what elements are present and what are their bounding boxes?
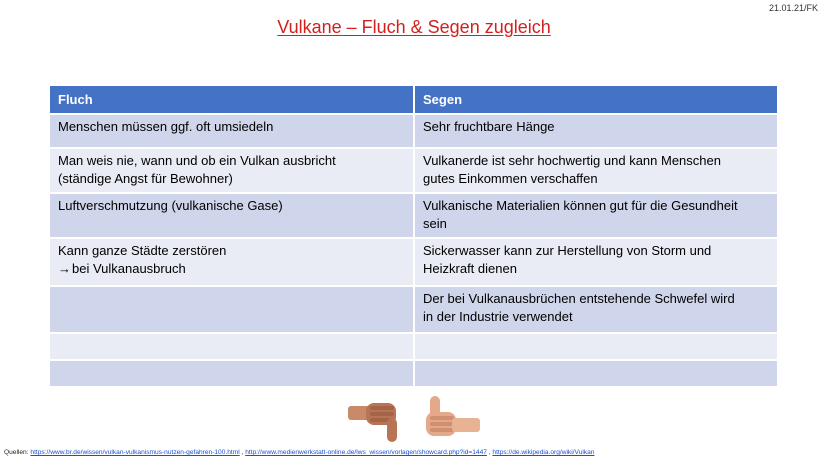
cell-text: (ständige Angst für Bewohner) [58, 171, 233, 186]
cell-text: Der bei Vulkanausbrüchen entstehende Schwefel wird [423, 291, 735, 306]
fluch-cell [50, 114, 414, 148]
fluch-cell [50, 286, 414, 333]
fluch-cell [50, 360, 414, 386]
segen-cell [414, 333, 778, 360]
thumbs-icons [346, 394, 482, 446]
table-header-row [50, 86, 778, 114]
sources-prefix: Quellen: [4, 449, 31, 456]
fluch-cell [50, 238, 414, 286]
cell-text: Sickerwasser kann zur Herstellung von Storm und [423, 243, 712, 258]
segen-cell [414, 193, 778, 238]
cell-text: sein [423, 216, 447, 231]
separator: , [239, 449, 246, 456]
column-header-fluch: Fluch [50, 86, 414, 114]
cell-text: Vulkanerde ist sehr hochwertig und kann Menschen [423, 153, 721, 168]
fluch-cell [50, 193, 414, 238]
segen-cell [414, 148, 778, 193]
source-link-medienwerkstatt[interactable]: http://www.medienwerkstatt-online.de/lws_wissen/vorlagen/showcard.php?id=1447 [245, 449, 487, 456]
cell-text: gutes Einkommen verschaffen [423, 171, 598, 186]
cell-text: Heizkraft dienen [423, 261, 517, 276]
fluch-segen-table [50, 86, 779, 386]
segen-cell [414, 286, 778, 333]
source-link-wikipedia[interactable]: https://de.wikipedia.org/wiki/Vulkan [492, 449, 595, 456]
right-arrow-icon: → [58, 261, 71, 276]
column-header-segen: Segen [414, 86, 778, 114]
cell-text-with-arrow [58, 260, 405, 278]
separator: , [486, 449, 493, 456]
table-row [50, 286, 778, 333]
thumbs-up-icon [426, 396, 480, 436]
table-row [50, 114, 778, 148]
segen-cell [414, 360, 778, 386]
cell-text: in der Industrie verwendet [423, 309, 573, 324]
page-title: Vulkane – Fluch & Segen zugleich [277, 17, 551, 37]
fluch-cell [50, 333, 414, 360]
table-row [50, 238, 778, 286]
cell-text: Luftverschmutzung (vulkanische Gase) [58, 198, 283, 213]
cell-text: Kann ganze Städte zerstören [58, 243, 227, 258]
cell-text: Man weis nie, wann und ob ein Vulkan ausbricht [58, 153, 336, 168]
segen-cell [414, 114, 778, 148]
date-label: 21.01.21/FK [768, 3, 818, 13]
cell-text: bei Vulkanausbruch [72, 261, 186, 276]
cell-text: Sehr fruchtbare Hänge [423, 119, 555, 134]
cell-text: Vulkanische Materialien können gut für die Gesundheit [423, 198, 738, 213]
sources-footer [4, 449, 594, 456]
segen-cell [414, 238, 778, 286]
table-row [50, 193, 778, 238]
table-row [50, 148, 778, 193]
source-link-br[interactable]: https://www.br.de/wissen/vulkan-vulkanismus-nutzen-gefahren-100.html [30, 449, 240, 456]
table-row [50, 360, 778, 386]
cell-text: Menschen müssen ggf. oft umsiedeln [58, 119, 274, 134]
table-row [50, 333, 778, 360]
fluch-cell [50, 148, 414, 193]
thumbs-down-icon [348, 403, 397, 442]
